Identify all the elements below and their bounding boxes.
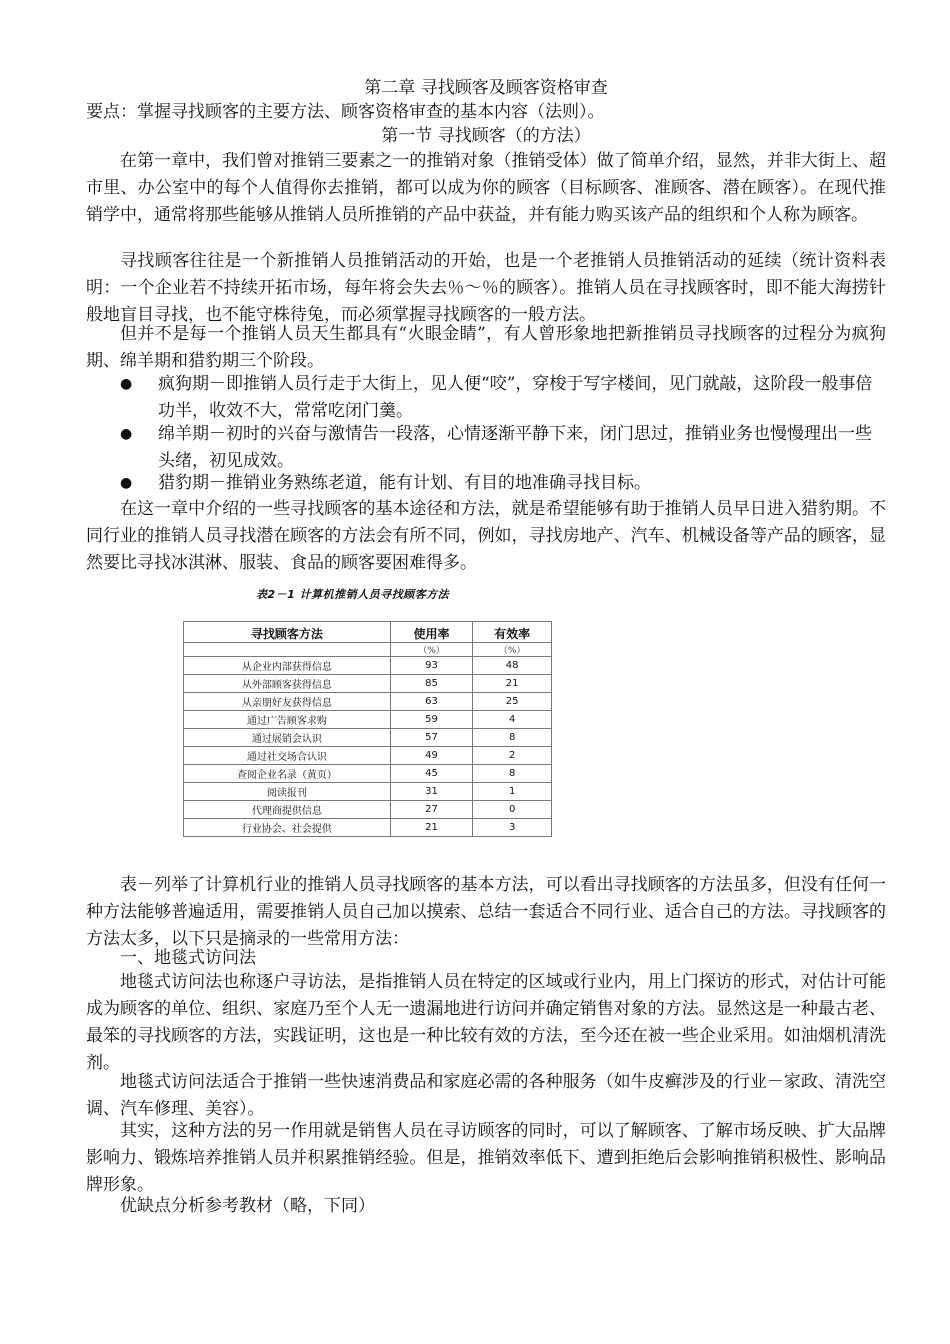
table-header: 有效率 bbox=[473, 622, 552, 643]
table-cell: 48 bbox=[473, 657, 552, 675]
bullet-icon: ● bbox=[120, 426, 133, 442]
table-cell: 93 bbox=[390, 657, 473, 675]
table-cell: 从外部顾客获得信息 bbox=[184, 675, 391, 693]
table-row bbox=[184, 747, 552, 765]
bullet-text: 绵羊期－初时的兴奋与激情告一段落，心情逐渐平静下来，闭门思过，推销业务也慢慢理出一些头绪，初见成效。 bbox=[158, 424, 872, 471]
bullet-item bbox=[120, 371, 886, 425]
table-unit: （%） bbox=[390, 643, 473, 657]
bullet-text: 猎豹期－推销业务熟练老道，能有计划、有目的地准确寻找目标。 bbox=[158, 473, 651, 493]
table-row bbox=[184, 801, 552, 819]
table-cell: 2 bbox=[473, 747, 552, 765]
table-row bbox=[184, 783, 552, 801]
table-row bbox=[184, 819, 552, 837]
table-row bbox=[184, 693, 552, 711]
table-cell: 从企业内部获得信息 bbox=[184, 657, 391, 675]
table-unit bbox=[184, 643, 391, 657]
table-caption: 表2－1 计算机推销人员寻找顾客方法 bbox=[256, 588, 450, 601]
paragraph-finding: 寻找顾客往往是一个新推销人员推销活动的开始，也是一个老推销人员推销活动的延续（统计资料表明：一个企业若不持续开拓市场，每年将会失去％～％的顾客）。推销人员在寻找顾客时，即不能大海捞针般地盲目寻找，也不能守株待兔，而必须掌握寻找顾客的一般方法。 bbox=[86, 251, 886, 325]
paragraph-carpet-other-use: 其实，这种方法的另一作用就是销售人员在寻访顾客的同时，可以了解顾客、了解市场反映、扩大品牌影响力、锻炼培养推销人员并积累推销经验。但是，推销效率低下、遭到拒绝后会影响推销积极性、影响品牌形象。 bbox=[86, 1121, 886, 1195]
key-points: 要点：掌握寻找顾客的主要方法、顾客资格审查的基本内容（法则）。 bbox=[86, 102, 605, 122]
table-cell: 1 bbox=[473, 783, 552, 801]
table-row bbox=[184, 711, 552, 729]
table-cell: 63 bbox=[390, 693, 473, 711]
table-cell: 查阅企业名录（黄页） bbox=[184, 765, 391, 783]
paragraph-carpet-definition: 地毯式访问法也称逐户寻访法，是指推销人员在特定的区域或行业内，用上门探访的形式，对估计可能成为顾客的单位、组织、家庭乃至个人无一遗漏地进行访问并确定销售对象的方法。显然这是一种最古老、最笨的寻找顾客的方法，实践证明，这也是一种比较有效的方法，至今还在被一些企业采用。如油烟机清洗剂。 bbox=[86, 972, 886, 1073]
table-cell: 57 bbox=[390, 729, 473, 747]
paragraph-before-table: 在这一章中介绍的一些寻找顾客的基本途径和方法，就是希望能够有助于推销人员早日进入猎豹期。不同行业的推销人员寻找潜在顾客的方法会有所不同，例如，寻找房地产、汽车、机械设备等产品的顾客，显然要比寻找冰淇淋、服装、食品的顾客要困难得多。 bbox=[86, 499, 886, 573]
table-header: 使用率 bbox=[390, 622, 473, 643]
paragraph-after-table: 表－列举了计算机行业的推销人员寻找顾客的基本方法，可以看出寻找顾客的方法虽多，但没有任何一种方法能够普遍适用，需要推销人员自己加以摸索、总结一套适合不同行业、适合自己的方法。寻找顾客的方法太多，以下只是摘录的一些常用方法： bbox=[86, 875, 886, 949]
table-cell: 85 bbox=[390, 675, 473, 693]
table-cell: 通过社交场合认识 bbox=[184, 747, 391, 765]
table-cell: 59 bbox=[390, 711, 473, 729]
table-cell: 行业协会、社会提供 bbox=[184, 819, 391, 837]
bullet-item bbox=[120, 470, 886, 497]
table-cell: 4 bbox=[473, 711, 552, 729]
table-unit: （%） bbox=[473, 643, 552, 657]
table-cell: 代理商提供信息 bbox=[184, 801, 391, 819]
table-row bbox=[184, 657, 552, 675]
table-cell: 21 bbox=[390, 819, 473, 837]
bullet-icon: ● bbox=[120, 376, 133, 392]
table-cell: 25 bbox=[473, 693, 552, 711]
bullet-item bbox=[120, 421, 886, 475]
table-cell: 27 bbox=[390, 801, 473, 819]
table-cell: 45 bbox=[390, 765, 473, 783]
paragraph-intro: 在第一章中，我们曾对推销三要素之一的推销对象（推销受体）做了简单介绍，显然，并非大街上、超市里、办公室中的每个人值得你去推销，都可以成为你的顾客（目标顾客、准顾客、潜在顾客）。在现代推销学中，通常将那些能够从推销人员所推销的产品中获益，并有能力购买该产品的组织和个人称为顾客。 bbox=[86, 151, 886, 225]
table-cell: 31 bbox=[390, 783, 473, 801]
table-cell: 通过广告顾客求购 bbox=[184, 711, 391, 729]
table-cell: 8 bbox=[473, 765, 552, 783]
table-row bbox=[184, 675, 552, 693]
table-cell: 21 bbox=[473, 675, 552, 693]
bullet-icon: ● bbox=[120, 475, 133, 491]
table-cell: 阅读报刊 bbox=[184, 783, 391, 801]
section-title: 第一节 寻找顾客（的方法） bbox=[381, 126, 591, 146]
table-cell: 8 bbox=[473, 729, 552, 747]
table-cell: 从亲朋好友获得信息 bbox=[184, 693, 391, 711]
table-cell: 通过展销会认识 bbox=[184, 729, 391, 747]
table-cell: 0 bbox=[473, 801, 552, 819]
table-row bbox=[184, 729, 552, 747]
table-row bbox=[184, 765, 552, 783]
paragraph-stages: 但并不是每一个推销人员天生都具有“火眼金睛”，有人曾形象地把新推销员寻找顾客的过程分为疯狗期、绵羊期和猎豹期三个阶段。 bbox=[86, 324, 886, 371]
paragraph-reference: 优缺点分析参考教材（略，下同） bbox=[120, 1196, 375, 1216]
table-cell: 49 bbox=[390, 747, 473, 765]
chapter-title: 第二章 寻找顾客及顾客资格审查 bbox=[364, 78, 608, 98]
bullet-text: 疯狗期－即推销人员行走于大街上，见人便“咬”，穿梭于写字楼间，见门就敲，这阶段一般事倍功半，收效不大，常常吃闭门羹。 bbox=[158, 374, 873, 421]
table-cell: 3 bbox=[473, 819, 552, 837]
paragraph-carpet-suitability: 地毯式访问法适合于推销一些快速消费品和家庭必需的各种服务（如牛皮癣涉及的行业－家政、清洗空调、汽车修理、美容）。 bbox=[86, 1072, 886, 1119]
subheading-carpet-method: 一、地毯式访问法 bbox=[120, 948, 256, 968]
table-header: 寻找顾客方法 bbox=[184, 622, 391, 643]
methods-table bbox=[183, 621, 552, 837]
